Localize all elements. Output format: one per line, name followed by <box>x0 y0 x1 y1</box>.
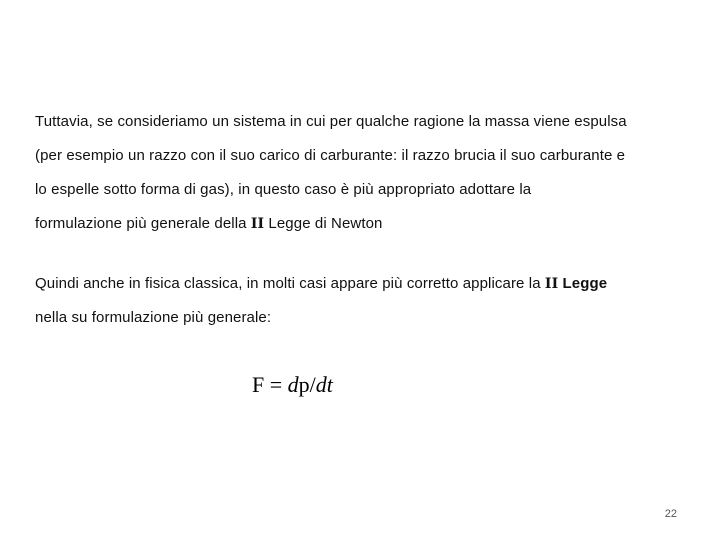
formula-d: d <box>287 372 299 397</box>
legge-bold: Legge <box>558 275 608 292</box>
line-4-text-after: Legge di Newton <box>264 215 383 232</box>
paragraph-intro-line-4 <box>35 214 695 248</box>
roman-numeral-ii: II <box>544 276 559 292</box>
paragraph-intro-line-1: Tuttavia, se consideriamo un sistema in cui per qualche ragione la massa viene espulsa <box>35 113 627 130</box>
roman-numeral-ii: II <box>250 216 265 232</box>
paragraph-intro <box>35 112 695 248</box>
line-1-text-before: Quindi anche in fisica classica, in molti casi appare più corretto applicare la <box>35 275 545 292</box>
formula-momentum: p <box>298 372 310 397</box>
formula-equals: = <box>264 372 288 397</box>
paragraph-intro-line-3: lo espelle sotto forma di gas), in questo caso è più appropriato adottare la <box>35 181 532 198</box>
paragraph-conclusion-line-2: nella su formulazione più generale: <box>35 309 272 326</box>
page-number: 22 <box>664 508 677 520</box>
formula-dt: dt <box>315 372 333 397</box>
formula-newton-second-law <box>252 372 333 398</box>
line-4-text-before: formulazione più generale della <box>35 215 251 232</box>
paragraph-conclusion-line-1 <box>35 274 695 308</box>
paragraph-conclusion <box>35 274 695 342</box>
formula-force: F <box>252 372 265 397</box>
paragraph-intro-line-2: (per esempio un razzo con il suo carico di carburante: il razzo brucia il suo carburante e <box>35 147 626 164</box>
formula-slash: / <box>309 372 316 397</box>
